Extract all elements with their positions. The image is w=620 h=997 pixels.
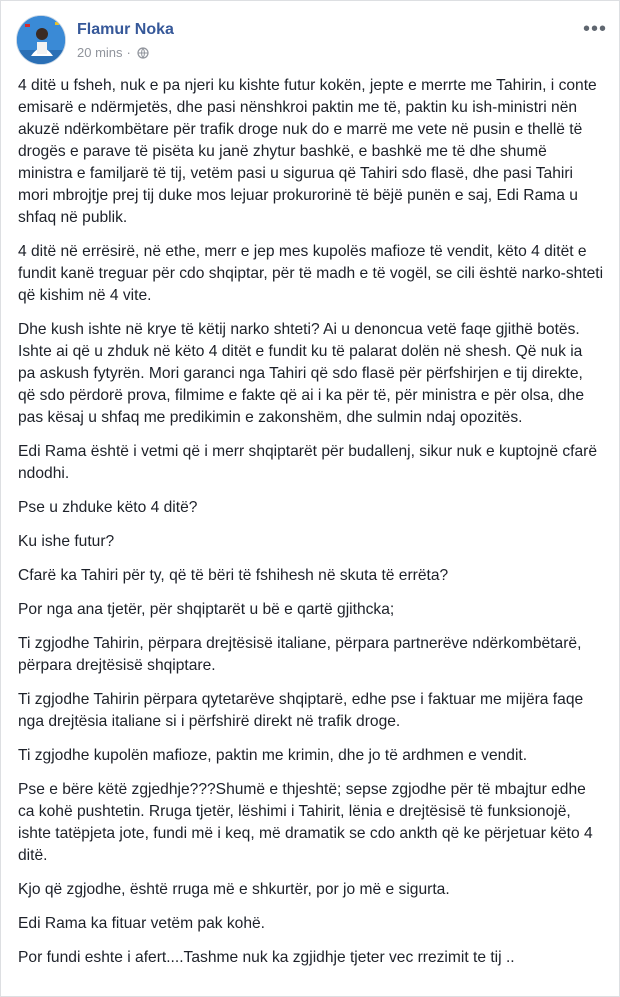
post-text	[18, 75, 604, 981]
post-paragraph: Por fundi eshte i afert....Tashme nuk ka zgjidhje tjeter vec rrezimit te tij ..	[18, 949, 515, 966]
avatar[interactable]	[16, 15, 66, 65]
post-paragraph: 4 ditë në errësirë, në ethe, merr e jep mes kupolës mafioze të vendit, këto 4 ditët e fundit kanë treguar për cdo shqiptar, për të madh e të vogël, se cili është narko-shteti që kishim në 4 vite.	[18, 243, 604, 304]
post-paragraph: Ti zgjodhe kupolën mafioze, paktin me krimin, dhe jo të ardhmen e vendit.	[18, 747, 528, 764]
post-paragraph: Kjo që zgjodhe, është rruga më e shkurtër, por jo më e sigurta.	[18, 881, 450, 898]
post-header	[16, 15, 607, 71]
post-paragraph: Pse e bëre këtë zgjedhje???Shumë e thjeshtë; sepse zgjodhe për të mbajtur edhe ca kohë pushtetin. Rruga tjetër, lëshimi i Tahirit, lënia e drejtësisë të funksionojë, ishte tatëpjeta jote, fundi më i keq, më dramatik se cdo ankth që ke përjetuar këto 4 ditë.	[18, 781, 593, 864]
more-options-icon[interactable]: •••	[582, 18, 607, 40]
post-paragraph: Edi Rama ka fituar vetëm pak kohë.	[18, 915, 266, 932]
post-timestamp-link[interactable]: 20 mins	[77, 45, 123, 60]
post-meta	[77, 45, 149, 60]
globe-icon[interactable]	[137, 47, 149, 59]
meta-separator: ·	[126, 45, 131, 60]
post-paragraph: 4 ditë u fsheh, nuk e pa njeri ku kishte futur kokën, jepte e merrte me Tahirin, i conte emisarë e ndërmjetës, dhe pasi nënshkroi paktin me të, paktin ku ish-ministri nën akuzë ndërkombëtare për trafik droge nuk do e marrë me vete në pusin e thellë të drogës e parave të pisëta ku janë zhytur bashkë, e bashkë me të dhe shumë ministra e familjarë të tij, vetëm pasi u sigurua që Tahiri sdo flasë, dhe pasi Tahiri mori mbrojtje prej tij duke mos lejuar prokurorinë të bëjë punën e saj, Edi Rama u shfaq në publik.	[18, 77, 597, 226]
post-paragraph: Cfarë ka Tahiri për ty, që të bëri të fshihesh në skuta të errëta?	[18, 567, 449, 584]
post-paragraph: Ti zgjodhe Tahirin, përpara drejtësisë italiane, përpara partnerëve ndërkombëtarë, përpara drejtësisë shqiptare.	[18, 635, 582, 674]
post-paragraph: Ti zgjodhe Tahirin përpara qytetarëve shqiptarë, edhe pse i faktuar me mijëra faqe nga drejtësia italiane si i përfshirë direkt në trafik droge.	[18, 691, 584, 730]
post-paragraph: Edi Rama është i vetmi që i merr shqiptarët për budallenj, sikur nuk e kuptojnë cfarë ndodhi.	[18, 443, 597, 482]
post-paragraph: Dhe kush ishte në krye të këtij narko shteti? Ai u denoncua vetë faqe gjithë botës. Ishte ai që u zhduk në këto 4 ditët e fundit ku të palarat dolën në shesh. Që nuk ia pa askush fytyrën. Mori garanci nga Tahiri që sdo flasë për përfshirjen e tij direkte, që sdo përdorë prova, filmime e fakte që ai i ka për të, për ministra e për olsa, dhe pas kësaj u shfaq me predikimin e zakonshëm, dhe sulmin ndaj opozitës.	[18, 321, 584, 426]
post-paragraph: Ku ishe futur?	[18, 533, 115, 550]
post-paragraph: Pse u zhduke këto 4 ditë?	[18, 499, 198, 516]
profile-photo-icon	[17, 16, 66, 65]
post-paragraph: Por nga ana tjetër, për shqiptarët u bë e qartë gjithcka;	[18, 601, 395, 618]
author-name-link[interactable]: Flamur Noka	[77, 21, 174, 38]
